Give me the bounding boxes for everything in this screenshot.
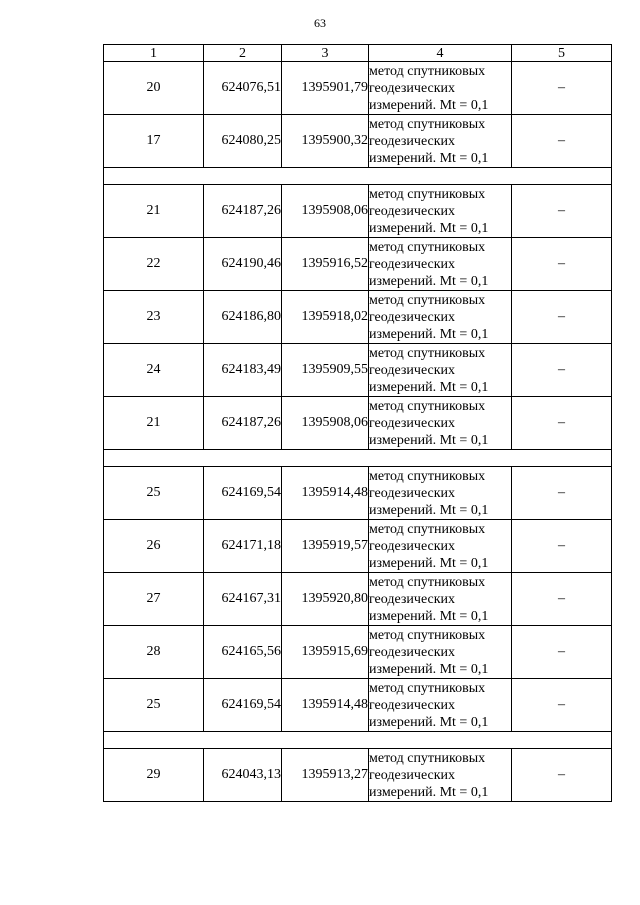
note-cell: –	[512, 520, 612, 573]
point-number-cell: 25	[104, 679, 204, 732]
table-body	[104, 62, 612, 802]
x-coordinate-cell: 624183,49	[204, 344, 282, 397]
method-line: метод спутниковых	[369, 627, 486, 643]
method-line: метод спутниковых	[369, 116, 486, 132]
method-line: метод спутниковых	[369, 186, 486, 202]
point-number-cell: 20	[104, 62, 204, 115]
x-coordinate-cell: 624080,25	[204, 115, 282, 168]
group-separator-row	[104, 168, 612, 185]
separator-cell	[104, 450, 612, 467]
y-coordinate-cell: 1395915,69	[282, 626, 369, 679]
method-line: измерений. Mt = 0,1	[369, 555, 489, 571]
method-line: метод спутниковых	[369, 239, 486, 255]
method-cell	[369, 626, 512, 679]
y-coordinate-cell: 1395914,48	[282, 467, 369, 520]
method-line: измерений. Mt = 0,1	[369, 379, 489, 395]
note-cell: –	[512, 679, 612, 732]
y-coordinate-cell: 1395919,57	[282, 520, 369, 573]
method-line: геодезических	[369, 485, 456, 501]
x-coordinate-cell: 624190,46	[204, 238, 282, 291]
point-number-cell: 24	[104, 344, 204, 397]
column-header-5: 5	[512, 45, 612, 62]
note-cell: –	[512, 749, 612, 802]
method-line: измерений. Mt = 0,1	[369, 326, 489, 342]
y-coordinate-cell: 1395901,79	[282, 62, 369, 115]
method-line: геодезических	[369, 415, 456, 431]
x-coordinate-cell: 624076,51	[204, 62, 282, 115]
y-coordinate-cell: 1395900,32	[282, 115, 369, 168]
method-line: измерений. Mt = 0,1	[369, 150, 489, 166]
note-cell: –	[512, 185, 612, 238]
x-coordinate-cell: 624169,54	[204, 467, 282, 520]
method-line: измерений. Mt = 0,1	[369, 432, 489, 448]
note-cell: –	[512, 115, 612, 168]
note-cell: –	[512, 62, 612, 115]
method-cell	[369, 291, 512, 344]
table-row	[104, 291, 612, 344]
note-cell: –	[512, 573, 612, 626]
note-cell: –	[512, 626, 612, 679]
table-row	[104, 238, 612, 291]
x-coordinate-cell: 624165,56	[204, 626, 282, 679]
table-row	[104, 467, 612, 520]
method-line: измерений. Mt = 0,1	[369, 661, 489, 677]
method-line: геодезических	[369, 538, 456, 554]
method-line: геодезических	[369, 256, 456, 272]
y-coordinate-cell: 1395916,52	[282, 238, 369, 291]
table-row	[104, 520, 612, 573]
method-cell	[369, 185, 512, 238]
point-number-cell: 23	[104, 291, 204, 344]
table-row	[104, 573, 612, 626]
note-cell: –	[512, 291, 612, 344]
method-cell	[369, 115, 512, 168]
method-line: измерений. Mt = 0,1	[369, 273, 489, 289]
method-cell	[369, 520, 512, 573]
point-number-cell: 17	[104, 115, 204, 168]
table-row	[104, 749, 612, 802]
x-coordinate-cell: 624187,26	[204, 185, 282, 238]
table-row	[104, 626, 612, 679]
point-number-cell: 28	[104, 626, 204, 679]
method-line: измерений. Mt = 0,1	[369, 784, 489, 800]
method-line: измерений. Mt = 0,1	[369, 714, 489, 730]
point-number-cell: 27	[104, 573, 204, 626]
method-line: метод спутниковых	[369, 292, 486, 308]
note-cell: –	[512, 238, 612, 291]
table-header-row	[104, 45, 612, 62]
point-number-cell: 26	[104, 520, 204, 573]
y-coordinate-cell: 1395909,55	[282, 344, 369, 397]
method-line: метод спутниковых	[369, 680, 486, 696]
method-cell	[369, 238, 512, 291]
method-line: метод спутниковых	[369, 750, 486, 766]
method-line: геодезических	[369, 133, 456, 149]
table-row	[104, 344, 612, 397]
note-cell: –	[512, 344, 612, 397]
method-cell	[369, 573, 512, 626]
table-row	[104, 679, 612, 732]
point-number-cell: 25	[104, 467, 204, 520]
column-header-3: 3	[282, 45, 369, 62]
coordinates-table	[103, 44, 612, 802]
table-row	[104, 397, 612, 450]
method-line: измерений. Mt = 0,1	[369, 220, 489, 236]
point-number-cell: 21	[104, 397, 204, 450]
method-line: метод спутниковых	[369, 521, 486, 537]
method-line: метод спутниковых	[369, 468, 486, 484]
y-coordinate-cell: 1395908,06	[282, 185, 369, 238]
point-number-cell: 22	[104, 238, 204, 291]
method-cell	[369, 679, 512, 732]
method-line: измерений. Mt = 0,1	[369, 97, 489, 113]
x-coordinate-cell: 624167,31	[204, 573, 282, 626]
note-cell: –	[512, 397, 612, 450]
table-row	[104, 62, 612, 115]
method-line: геодезических	[369, 309, 456, 325]
column-header-4: 4	[369, 45, 512, 62]
method-line: геодезических	[369, 591, 456, 607]
x-coordinate-cell: 624169,54	[204, 679, 282, 732]
method-line: геодезических	[369, 80, 456, 96]
separator-cell	[104, 168, 612, 185]
point-number-cell: 29	[104, 749, 204, 802]
method-cell	[369, 397, 512, 450]
group-separator-row	[104, 732, 612, 749]
method-line: геодезических	[369, 362, 456, 378]
y-coordinate-cell: 1395913,27	[282, 749, 369, 802]
x-coordinate-cell: 624186,80	[204, 291, 282, 344]
column-header-2: 2	[204, 45, 282, 62]
table-row	[104, 185, 612, 238]
method-cell	[369, 344, 512, 397]
x-coordinate-cell: 624171,18	[204, 520, 282, 573]
method-line: геодезических	[369, 644, 456, 660]
separator-cell	[104, 732, 612, 749]
method-cell	[369, 62, 512, 115]
method-cell	[369, 467, 512, 520]
page-number: 63	[314, 16, 326, 30]
x-coordinate-cell: 624187,26	[204, 397, 282, 450]
method-line: измерений. Mt = 0,1	[369, 608, 489, 624]
point-number-cell: 21	[104, 185, 204, 238]
x-coordinate-cell: 624043,13	[204, 749, 282, 802]
group-separator-row	[104, 450, 612, 467]
method-line: геодезических	[369, 203, 456, 219]
method-line: измерений. Mt = 0,1	[369, 502, 489, 518]
method-line: геодезических	[369, 767, 456, 783]
column-header-1: 1	[104, 45, 204, 62]
note-cell: –	[512, 467, 612, 520]
y-coordinate-cell: 1395908,06	[282, 397, 369, 450]
method-line: метод спутниковых	[369, 574, 486, 590]
y-coordinate-cell: 1395918,02	[282, 291, 369, 344]
method-line: геодезических	[369, 697, 456, 713]
y-coordinate-cell: 1395914,48	[282, 679, 369, 732]
method-line: метод спутниковых	[369, 63, 486, 79]
method-cell	[369, 749, 512, 802]
method-line: метод спутниковых	[369, 345, 486, 361]
y-coordinate-cell: 1395920,80	[282, 573, 369, 626]
method-line: метод спутниковых	[369, 398, 486, 414]
table-row	[104, 115, 612, 168]
